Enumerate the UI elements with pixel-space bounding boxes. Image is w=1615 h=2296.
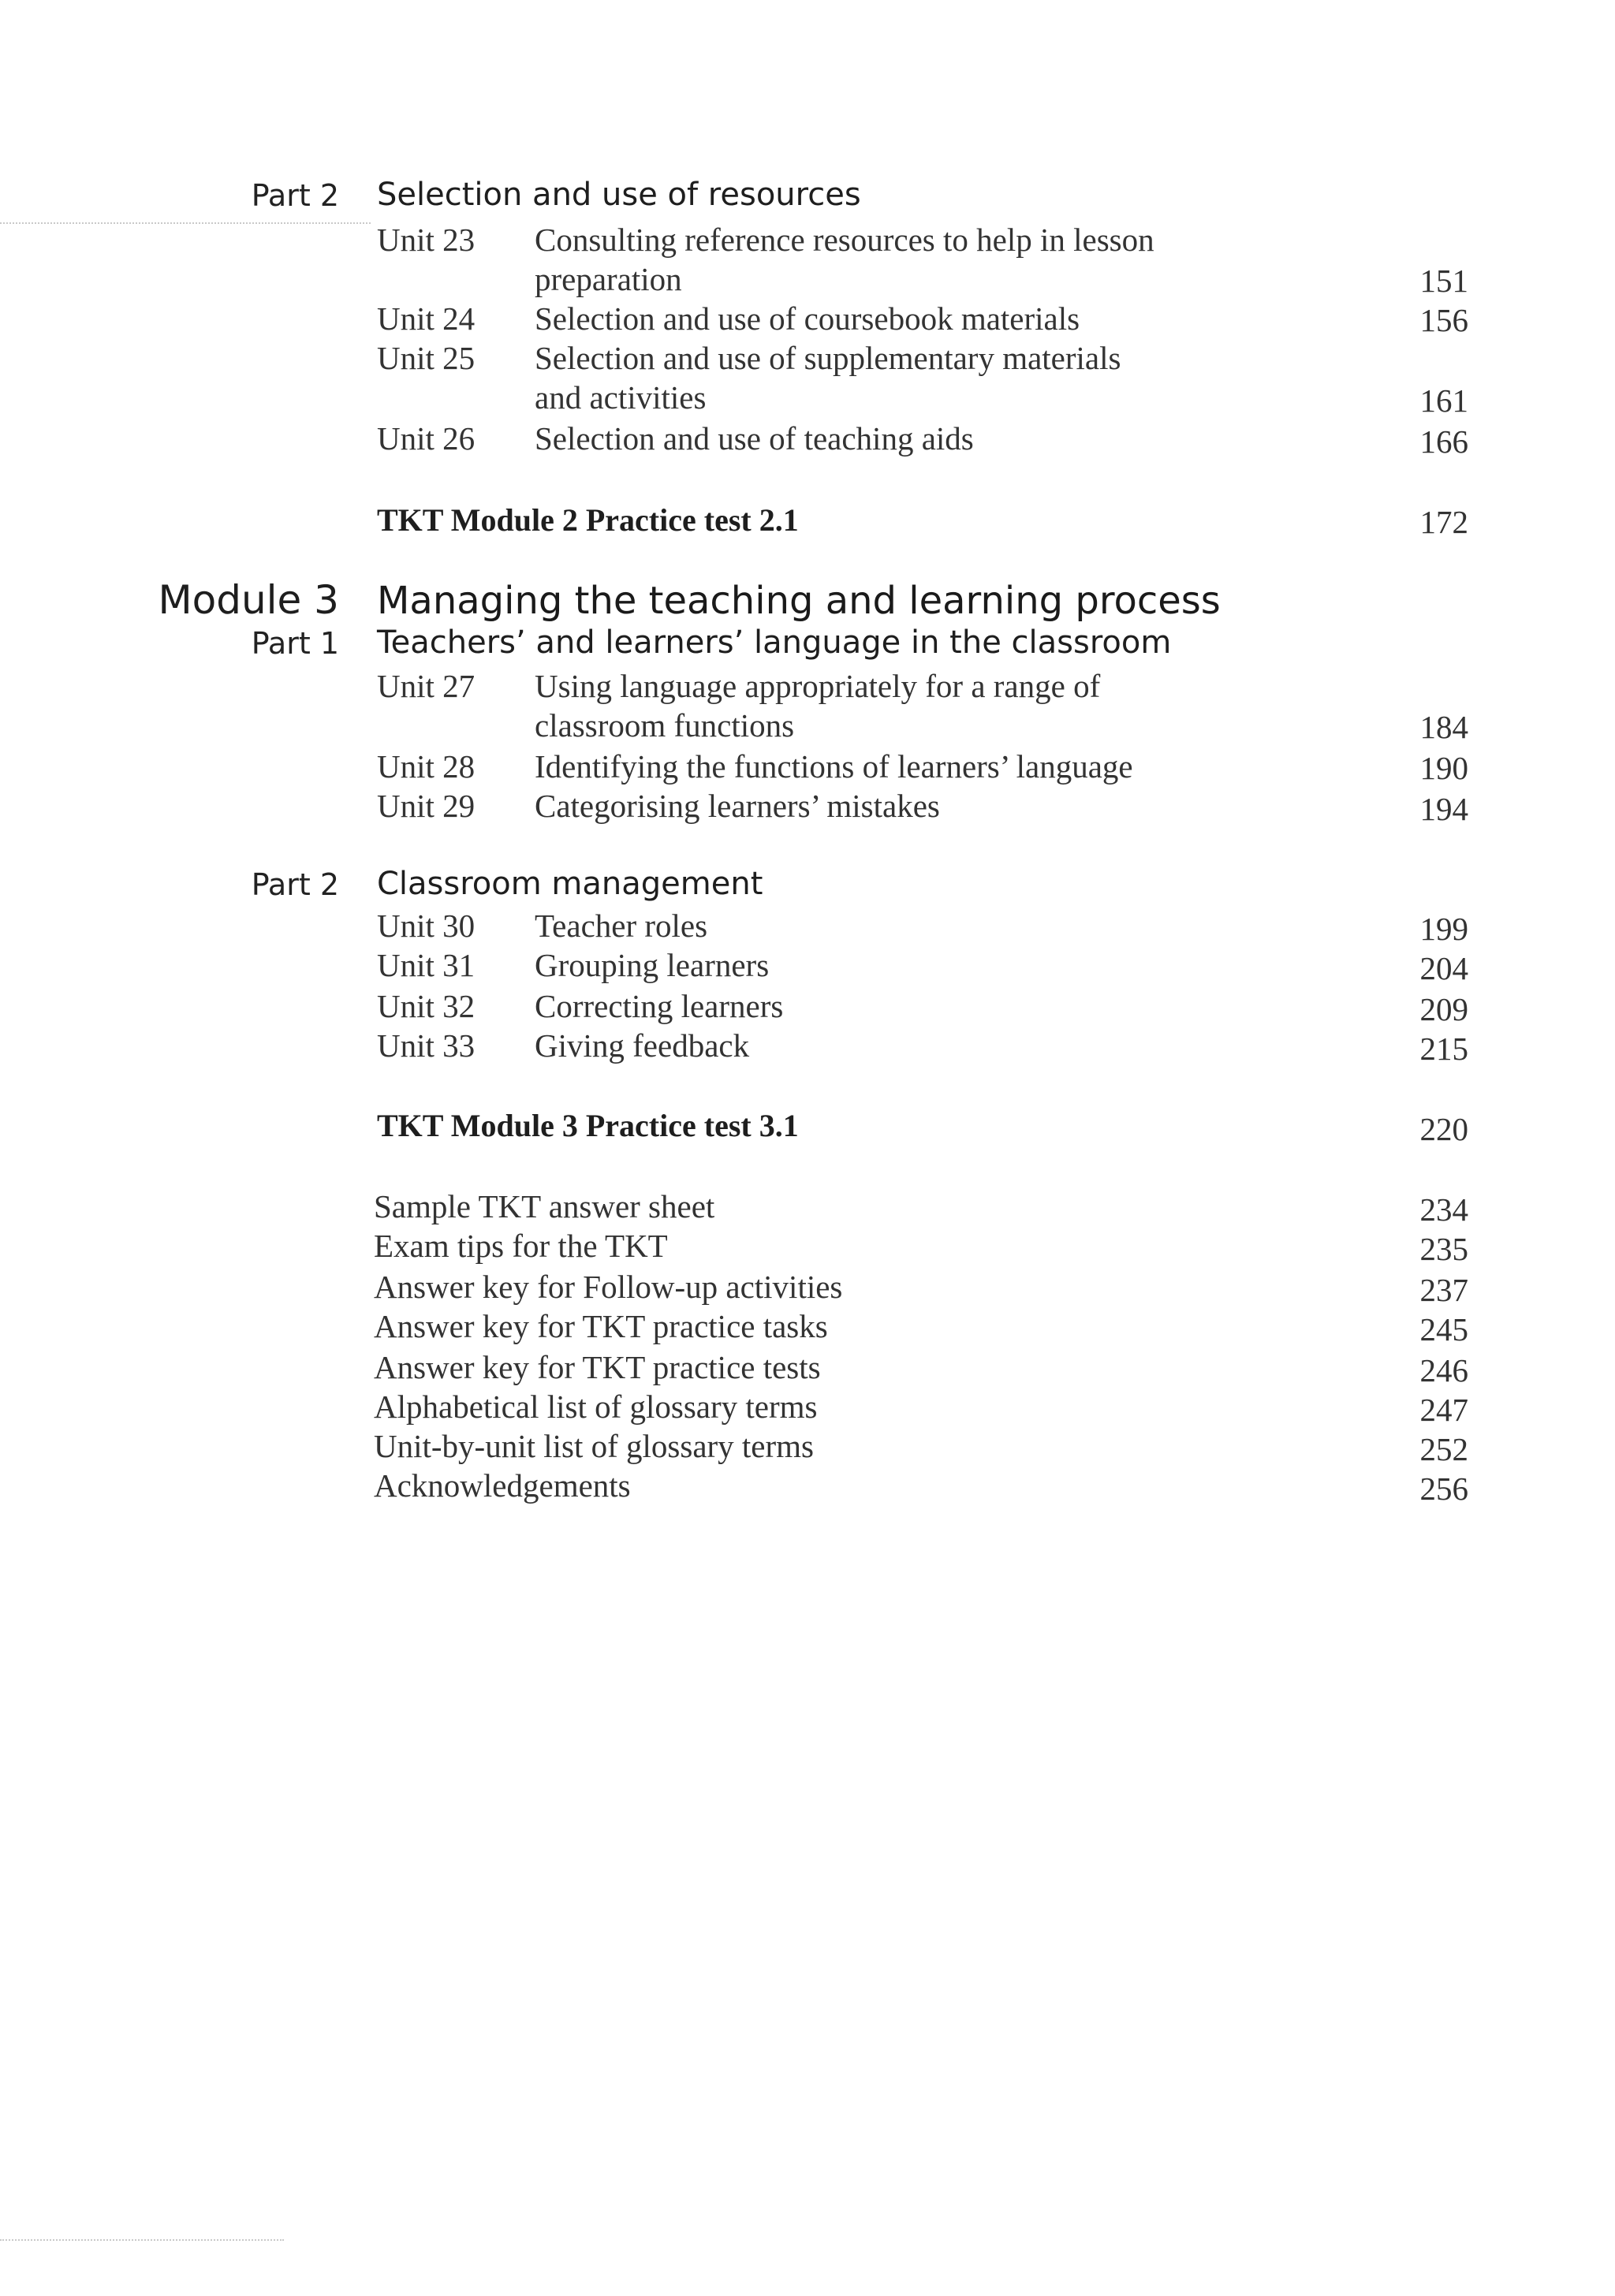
back-matter-title: Sample TKT answer sheet <box>374 1188 715 1224</box>
back-matter-title: Answer key for TKT practice tasks <box>374 1308 828 1344</box>
page-number: 247 <box>1419 1392 1468 1428</box>
unit-title-continued: and activities <box>535 379 707 416</box>
part-label: Part 2 <box>251 178 339 213</box>
unit-title: Categorising learners’ mistakes <box>535 788 940 824</box>
unit-label: Unit 27 <box>377 668 476 704</box>
unit-label: Unit 23 <box>377 222 476 258</box>
scan-artifact-line <box>0 222 371 224</box>
practice-test-title: TKT Module 2 Practice test 2.1 <box>377 502 799 538</box>
unit-label: Unit 29 <box>377 788 476 824</box>
page-number: 151 <box>1419 263 1468 299</box>
page-number: 161 <box>1419 382 1468 419</box>
unit-title: Giving feedback <box>535 1027 750 1064</box>
page-number: 220 <box>1419 1111 1468 1147</box>
page-number: 237 <box>1419 1272 1468 1308</box>
unit-label: Unit 31 <box>377 947 476 983</box>
part-label: Part 2 <box>251 867 339 902</box>
practice-test-title: TKT Module 3 Practice test 3.1 <box>377 1108 799 1143</box>
unit-title: Selection and use of teaching aids <box>535 420 974 457</box>
page-number: 184 <box>1419 709 1468 745</box>
back-matter-title: Answer key for TKT practice tests <box>374 1349 821 1385</box>
module-heading: Managing the teaching and learning process <box>377 579 1221 623</box>
page-number: 252 <box>1419 1431 1468 1467</box>
unit-label: Unit 33 <box>377 1027 476 1064</box>
back-matter-title: Acknowledgements <box>374 1467 631 1504</box>
unit-label: Unit 24 <box>377 300 476 337</box>
unit-title: Selection and use of supplementary materials <box>535 340 1121 376</box>
unit-title-continued: preparation <box>535 261 682 297</box>
back-matter-title: Alphabetical list of glossary terms <box>374 1388 818 1425</box>
page-number: 172 <box>1419 504 1468 540</box>
unit-title: Teacher roles <box>535 908 708 944</box>
page-number: 190 <box>1419 750 1468 786</box>
page-number: 256 <box>1419 1470 1468 1507</box>
page-number: 209 <box>1419 991 1468 1027</box>
section-heading: Classroom management <box>377 866 763 902</box>
back-matter-title: Exam tips for the TKT <box>374 1228 668 1264</box>
unit-title: Consulting reference resources to help in lesson <box>535 222 1154 258</box>
unit-label: Unit 26 <box>377 420 476 457</box>
unit-title: Using language appropriately for a range of <box>535 668 1101 704</box>
page-number: 245 <box>1419 1311 1468 1347</box>
scan-artifact-line <box>0 2239 284 2241</box>
unit-title: Correcting learners <box>535 988 784 1024</box>
page-number: 166 <box>1419 423 1468 460</box>
page-number: 156 <box>1419 302 1468 338</box>
page-number: 194 <box>1419 791 1468 827</box>
page-number: 246 <box>1419 1352 1468 1388</box>
unit-label: Unit 30 <box>377 908 476 944</box>
unit-title: Identifying the functions of learners’ language <box>535 748 1133 785</box>
unit-label: Unit 28 <box>377 748 476 785</box>
page-number: 234 <box>1419 1191 1468 1228</box>
unit-label: Unit 32 <box>377 988 476 1024</box>
page-number: 204 <box>1419 950 1468 986</box>
section-heading: Teachers’ and learners’ language in the classroom <box>377 624 1172 661</box>
unit-title: Grouping learners <box>535 947 770 983</box>
unit-title-continued: classroom functions <box>535 707 795 744</box>
module-label: Module 3 <box>158 577 339 623</box>
back-matter-title: Answer key for Follow-up activities <box>374 1269 843 1305</box>
page-number: 215 <box>1419 1031 1468 1067</box>
back-matter-title: Unit-by-unit list of glossary terms <box>374 1428 815 1464</box>
part-label: Part 1 <box>251 626 339 661</box>
section-heading: Selection and use of resources <box>377 177 861 213</box>
page-number: 235 <box>1419 1231 1468 1267</box>
unit-title: Selection and use of coursebook materials <box>535 300 1080 337</box>
page-number: 199 <box>1419 911 1468 947</box>
unit-label: Unit 25 <box>377 340 476 376</box>
